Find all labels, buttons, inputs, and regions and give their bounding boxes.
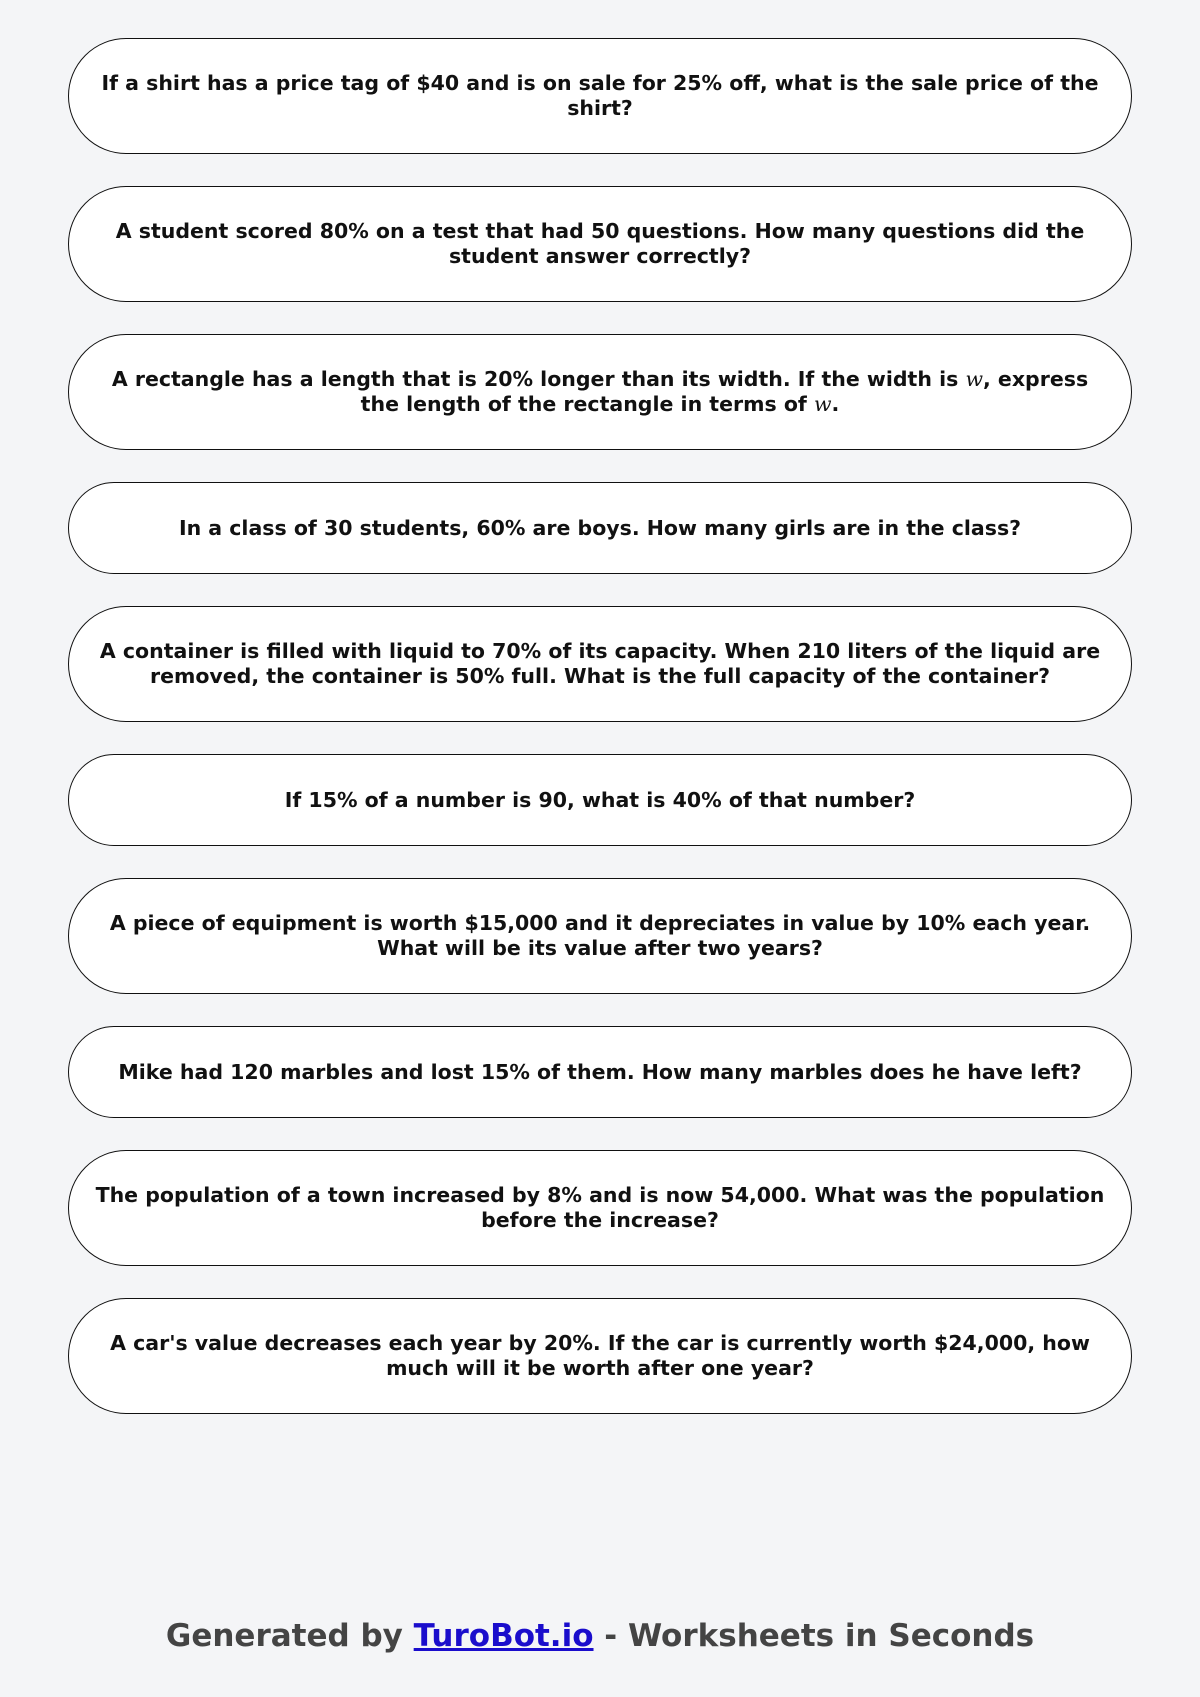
question-text: If 15% of a number is 90, what is 40% of that number? (284, 787, 916, 812)
question-card-4 (68, 482, 1132, 574)
footer-prefix: Generated by (165, 1618, 414, 1654)
question-text: A car's value decreases each year by 20%. If the car is currently worth $24,000, how much will it be worth after one year? (110, 1331, 1090, 1380)
question-card-1 (68, 38, 1132, 154)
question-card-3 (68, 334, 1132, 450)
turobot-link[interactable]: TuroBot.io (413, 1618, 594, 1654)
question-text: If a shirt has a price tag of $40 and is on sale for 25% off, what is the sale price of the shirt? (101, 71, 1099, 120)
question-list (68, 38, 1132, 1446)
question-text-part1: A rectangle has a length that is 20% longer than its width. If the width is (111, 367, 966, 391)
question-card-10 (68, 1298, 1132, 1414)
question-text: A piece of equipment is worth $15,000 and it depreciates in value by 10% each year. What will be its value after two years? (109, 911, 1091, 960)
question-card-5 (68, 606, 1132, 722)
question-card-6 (68, 754, 1132, 846)
question-text: A container is filled with liquid to 70% of its capacity. When 210 liters of the liquid are removed, the container is 50% full. What is the full capacity of the container? (99, 639, 1101, 688)
math-variable: w (965, 367, 983, 391)
question-card-8 (68, 1026, 1132, 1118)
question-text: The population of a town increased by 8% and is now 54,000. What was the population before the increase? (95, 1183, 1105, 1232)
footer (0, 1618, 1200, 1654)
question-text: A student scored 80% on a test that had 50 questions. How many questions did the student answer correctly? (115, 219, 1085, 268)
question-card-9 (68, 1150, 1132, 1266)
question-card-2 (68, 186, 1132, 302)
question-text-part3: . (831, 392, 840, 416)
question-text: Mike had 120 marbles and lost 15% of them. How many marbles does he have left? (118, 1059, 1082, 1084)
question-text (95, 367, 1105, 417)
question-text-part2: , express the length of the rectangle in terms of (360, 367, 1089, 416)
question-text: In a class of 30 students, 60% are boys. How many girls are in the class? (178, 515, 1022, 540)
math-variable: w (813, 392, 832, 416)
question-card-7 (68, 878, 1132, 994)
footer-suffix: - Worksheets in Seconds (593, 1618, 1035, 1654)
